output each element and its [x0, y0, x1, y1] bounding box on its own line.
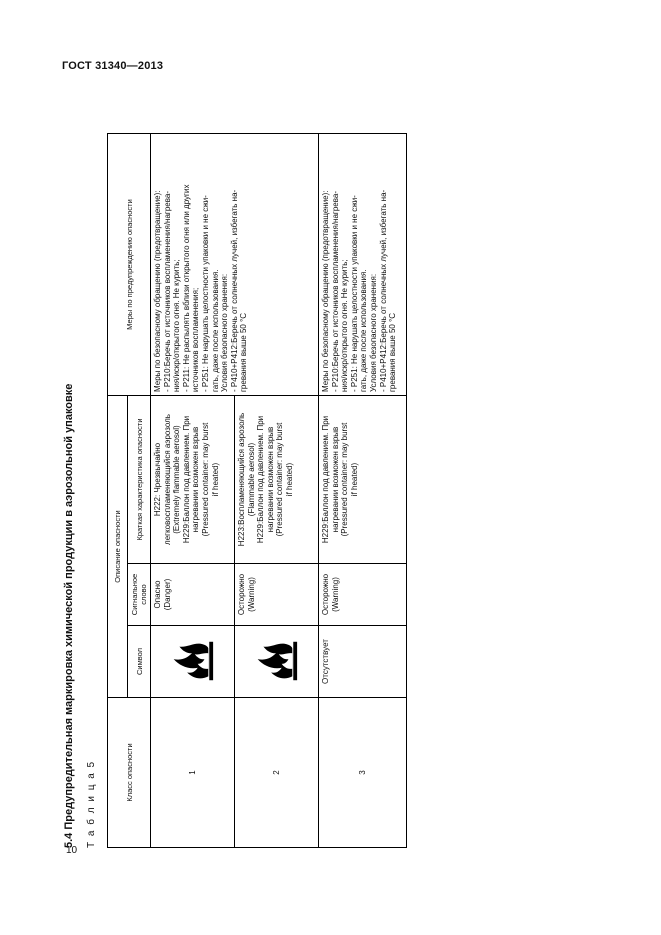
header-hazard-description: Описание опасности — [108, 396, 128, 698]
signal-word-cell: Осторожно (Warning) — [319, 564, 407, 626]
document-title: ГОСТ 31340—2013 — [62, 60, 164, 72]
flame-pictogram-icon — [166, 633, 216, 691]
flame-pictogram-icon — [250, 633, 300, 691]
hazard-class-cell: 1 — [151, 698, 235, 848]
hazard-table — [107, 133, 407, 848]
table-row — [319, 134, 407, 848]
precautionary-cell: Меры по безопасному обращению (предотвращение): - Р210:Беречь от источников воспламенения/нагрева- ния/искр/открытого огня. Не курить; - Р251: Не нарушать целостности упаковки и не сжи- гать, даже после использования. Условия безопасного хранения: - Р410+Р412:Беречь от солнечных лучей, избегать на- гревания выше 50 °С — [319, 134, 407, 396]
signal-word-cell: Осторожно (Warning) — [235, 564, 319, 626]
symbol-cell — [151, 626, 235, 698]
precautionary-cell: Меры по безопасному обращению (предотвращение): - Р210:Беречь от источников воспламенения/нагрева- ния/искр/открытого огня. Не курить; - Р211: Не распылять вблизи открытого огня или других источников воспламенения; - Р251: Не нарушать целостности упаковки и не сжи- гать, даже после использования. Условия безопасного хранения: - Р410+Р412:Беречь от солнечных лучей, избегать на- гревания выше 50 °С — [151, 134, 319, 396]
brief-characteristic-cell: H222: Чрезвычайно легковоспламеняющийся аэрозоль (Extremely flammable aerosol) H229:Баллон под давлением. При нагревании возможен взрыв (Pressured container: may burst if heated) — [151, 396, 235, 564]
table-row — [151, 134, 235, 848]
page-number: 10 — [66, 845, 78, 856]
rotated-page-content — [60, 88, 420, 848]
table-label: Т а б л и ц а 5 — [86, 760, 97, 848]
header-signal-word: Сигнальное слово — [128, 564, 151, 626]
hazard-class-cell: 2 — [235, 698, 319, 848]
header-hazard-class: Класс опасности — [108, 698, 151, 848]
signal-word-cell: Опасно (Danger) — [151, 564, 235, 626]
header-symbol: Символ — [128, 626, 151, 698]
hazard-class-cell: 3 — [319, 698, 407, 848]
header-brief-characteristic: Краткая характеристика опасности — [128, 396, 151, 564]
brief-characteristic-cell: H223:Воспламеняющийся аэрозоль (Flammable aerosol) H229:Баллон под давлением. При нагревании возможен взрыв (Pressured container: may burst if heated) — [235, 396, 319, 564]
brief-characteristic-cell: H229:Баллон под давлением. При нагревании возможен взрыв (Pressured container: may burst if heated) — [319, 396, 407, 564]
header-precautionary: Меры по предупреждению опасности — [108, 134, 151, 396]
symbol-cell — [235, 626, 319, 698]
section-heading: 5.4 Предупредительная маркировка химической продукции в аэрозольной упаковке — [63, 383, 75, 848]
symbol-cell: Отсутствует — [319, 626, 407, 698]
